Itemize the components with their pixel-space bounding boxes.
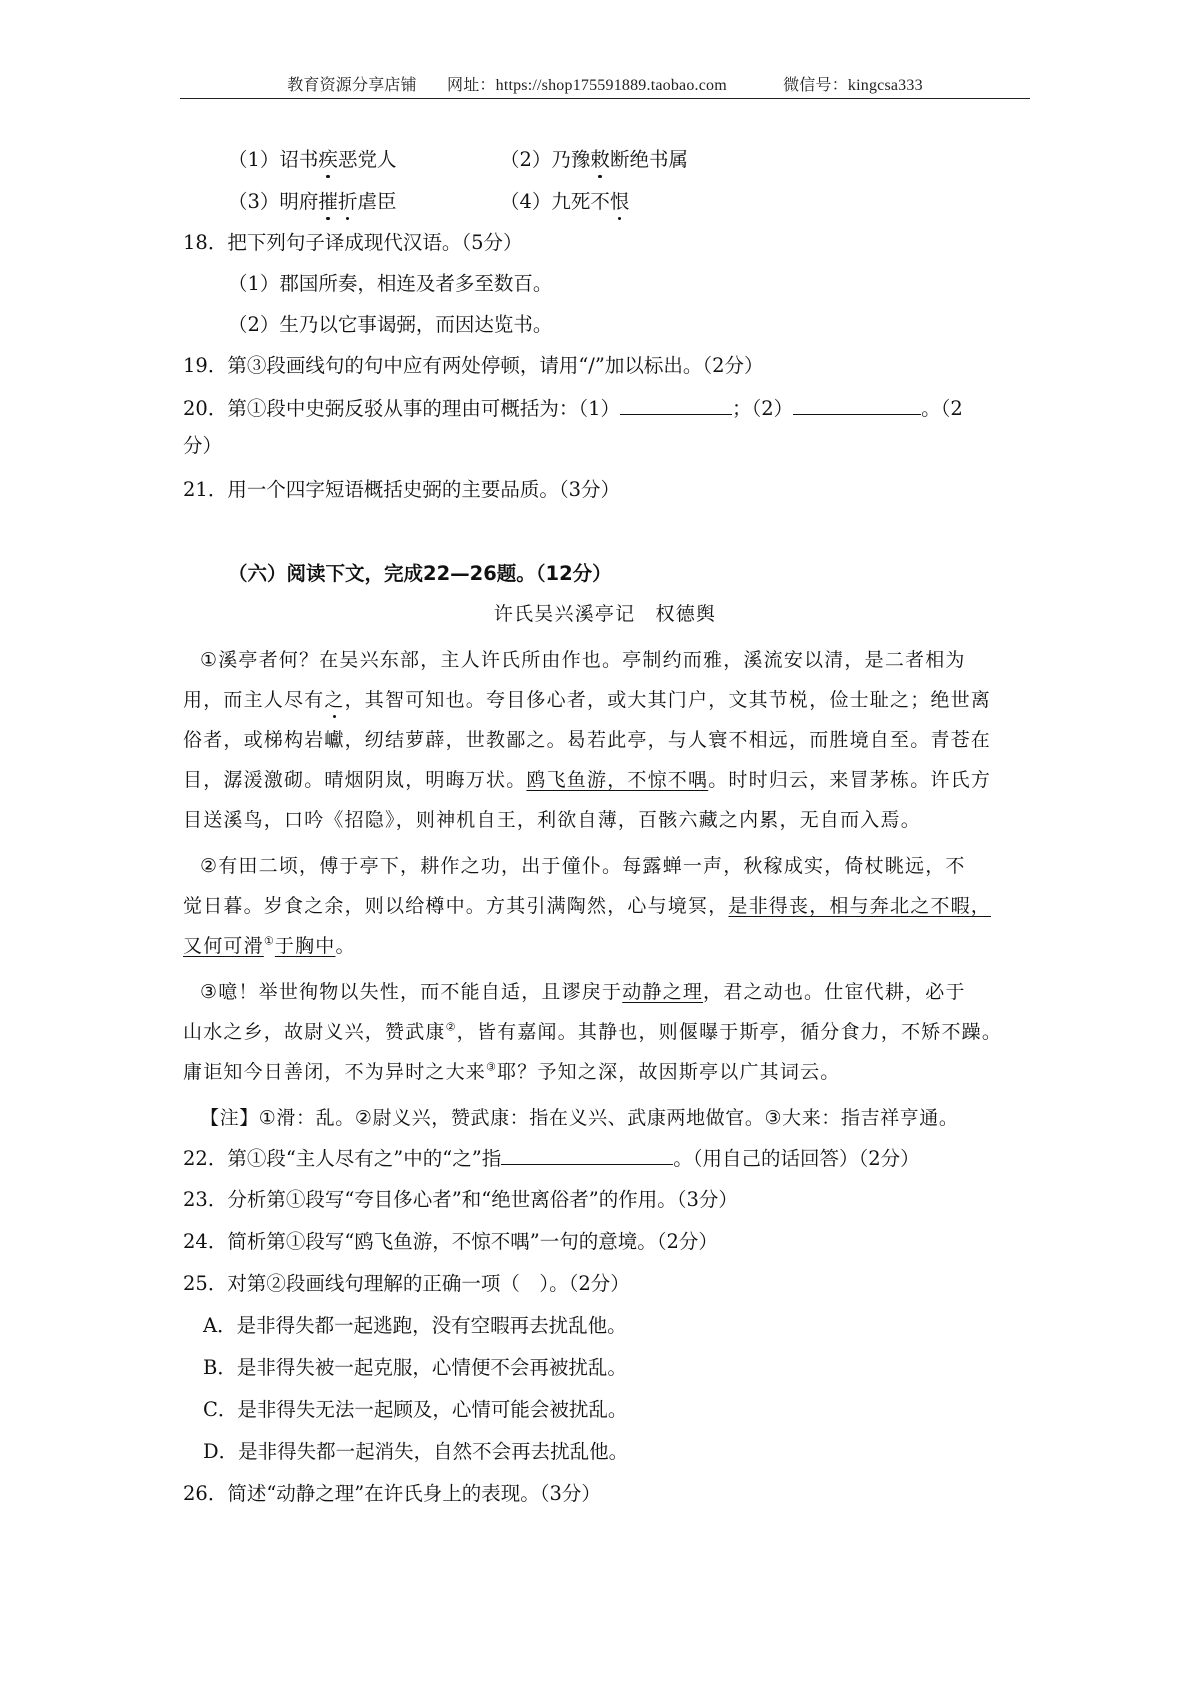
q17-item-3-dotted-2: 折 <box>338 188 358 216</box>
passage-p3-line-1-b: ，君之动也。仕宦代耕，必于 <box>703 981 966 1003</box>
passage-p1-dotted-zhi: 之 <box>324 686 344 714</box>
note-ref-1: ① <box>263 934 275 948</box>
q20-wrap: 分） <box>183 434 223 457</box>
passage-p1-line-4-b: 。时时归云，来冒茅栋。许氏方 <box>708 769 992 791</box>
q20-mid: ；（2） <box>731 397 794 420</box>
passage-p3-line-2 <box>183 1018 1002 1046</box>
q17-item-1 <box>228 146 396 174</box>
q22-answer-blank[interactable] <box>501 1144 673 1165</box>
q17-item-1-dotted: 疾 <box>318 146 338 174</box>
q25-option-d: D．是非得失都一起消失，自然不会再去扰乱他。 <box>203 1440 629 1463</box>
passage-p2-line-2-a: 觉日暮。岁食之余，则以给樽中。方其引满陶然，心与境冥， <box>183 895 729 917</box>
q17-item-2-post: 断绝书属 <box>609 148 688 171</box>
q19-stem: 19．第③段画线句的句中应有两处停顿，请用“/”加以标出。（2分） <box>183 354 764 377</box>
header-url: 网址：https://shop175591889.taobao.com <box>447 77 727 94</box>
q20-stem <box>183 394 963 423</box>
q21-stem: 21．用一个四字短语概括史弼的主要品质。（3分） <box>183 478 620 501</box>
header-wechat: 微信号：kingcsa333 <box>783 77 923 94</box>
q22-post: 。（用自己的话回答）（2分） <box>673 1147 920 1170</box>
q17-item-2 <box>500 146 688 174</box>
q17-item-3-dotted-1: 摧 <box>318 188 338 216</box>
passage-p3-line-3-b: 耶？予知之深，故因斯亭以广其词云。 <box>497 1061 841 1083</box>
passage-p1-line-5: 目送溪鸟，口吟《招隐》，则神机自王，利欲自薄，百骸六藏之内累，无自而入焉。 <box>183 809 921 831</box>
header-divider <box>180 98 1030 99</box>
passage-p3-line-1 <box>200 978 966 1006</box>
q17-item-2-pre: （2）乃豫 <box>500 148 591 171</box>
passage-notes: 【注】①滑：乱。②尉义兴，赞武康：指在义兴、武康两地做官。③大来：指吉祥亨通。 <box>200 1107 959 1129</box>
q25-option-a: A．是非得失都一起逃跑，没有空暇再去扰乱他。 <box>203 1314 627 1337</box>
passage-p1-line-2 <box>183 686 991 714</box>
passage-p2-line-3-end: 。 <box>335 935 356 957</box>
passage-p2-line-2 <box>183 892 991 920</box>
q17-item-3-pre: （3）明府 <box>228 190 319 213</box>
q17-item-4-pre: （4）九死不 <box>500 190 610 213</box>
passage-p1-underlined: 鸥飞鱼游，不惊不喁 <box>526 769 709 791</box>
header-shop: 教育资源分享店铺 <box>287 77 417 94</box>
passage-p2-underlined-2: 又何可滑 <box>183 935 264 957</box>
page-header <box>180 72 1030 95</box>
q25-option-b: B．是非得失被一起克服，心情便不会再被扰乱。 <box>203 1356 627 1379</box>
q26-stem: 26．简述“动静之理”在许氏身上的表现。（3分） <box>183 1482 601 1505</box>
q20-answer-blank-1[interactable] <box>620 394 732 415</box>
q17-item-4 <box>500 188 629 216</box>
passage-title: 许氏吴兴溪亭记 权德舆 <box>493 603 717 625</box>
passage-p1-line-4-a: 目，潺湲激砌。晴烟阴岚，明晦万状。 <box>183 769 527 791</box>
passage-p2-underlined-1: 是非得丧，相与奔北之不暇， <box>728 895 992 917</box>
q18-sentence-2: （2）生乃以它事谒弼，而因达览书。 <box>228 313 553 336</box>
q17-item-4-dotted: 恨 <box>610 188 630 216</box>
passage-title-line <box>180 600 1030 628</box>
q20-pre: 20．第①段中史弼反驳从事的理由可概括为：（1） <box>183 397 620 420</box>
q22-stem <box>183 1144 920 1173</box>
q23-stem: 23．分析第①段写“夸目侈心者”和“绝世离俗者”的作用。（3分） <box>183 1188 738 1211</box>
q25-stem: 25．对第②段画线句理解的正确一项（ ）。（2分） <box>183 1272 630 1295</box>
passage-p1-line-2-a: 用，而主人尽有 <box>183 689 325 711</box>
passage-p3-line-3 <box>183 1058 840 1086</box>
passage-p2-underlined-3: 于胸中 <box>274 935 336 957</box>
q20-answer-blank-2[interactable] <box>793 394 921 415</box>
section-6-heading: （六）阅读下文，完成22—26题。（12分） <box>228 562 612 585</box>
passage-p3-line-2-a: 山水之乡，故尉义兴，赞武康 <box>183 1021 446 1043</box>
passage-p2-line-3 <box>183 932 356 960</box>
passage-p1-line-1: ①溪亭者何？在吴兴东部，主人许氏所由作也。亭制约而雅，溪流安以清，是二者相为 <box>200 649 966 671</box>
passage-p1-line-2-b: ，其智可知也。夸目侈心者，或大其门户，文其节棁，俭士耻之；绝世离 <box>344 689 992 711</box>
q22-pre: 22．第①段“主人尽有之”中的“之”指 <box>183 1147 502 1170</box>
q18-stem: 18．把下列句子译成现代汉语。（5分） <box>183 231 523 254</box>
passage-p3-underlined: 动静之理 <box>622 981 704 1003</box>
q24-stem: 24．简析第①段写“鸥飞鱼游，不惊不喁”一句的意境。（2分） <box>183 1230 718 1253</box>
passage-p3-line-1-a: ③噫！举世徇物以失性，而不能自适，且谬戾于 <box>200 981 623 1003</box>
q17-item-1-post: 恶党人 <box>337 148 397 171</box>
q20-post: 。（2 <box>921 397 963 420</box>
passage-p3-line-2-b: ，皆有嘉闻。其静也，则偃曝于斯亭，循分食力，不矫不躁。 <box>456 1021 1003 1043</box>
q25-option-c: C．是非得失无法一起顾及，心情可能会被扰乱。 <box>203 1398 628 1421</box>
q17-item-2-dotted: 敕 <box>590 146 610 174</box>
note-ref-3: ③ <box>486 1060 498 1074</box>
q17-item-1-pre: （1）诏书 <box>228 148 319 171</box>
passage-p3-line-3-a: 庸讵知今日善闭，不为异时之大来 <box>183 1061 487 1083</box>
passage-p1-line-4 <box>183 766 991 794</box>
q18-sentence-1: （1）郡国所奏，相连及者多至数百。 <box>228 272 553 295</box>
passage-p2-line-1: ②有田二顷，傅于亭下，耕作之功，出于僮仆。每露蝉一声，秋稼成实，倚杖眺远，不 <box>200 855 966 877</box>
note-ref-2: ② <box>445 1020 457 1034</box>
q17-item-3 <box>228 188 396 216</box>
q17-item-3-post: 虐臣 <box>357 190 397 213</box>
passage-p1-line-3: 俗者，或梯构岩巘，纫结萝薜，世教鄙之。曷若此亭，与人寰不相远，而胜境自至。青苍在 <box>183 729 992 751</box>
